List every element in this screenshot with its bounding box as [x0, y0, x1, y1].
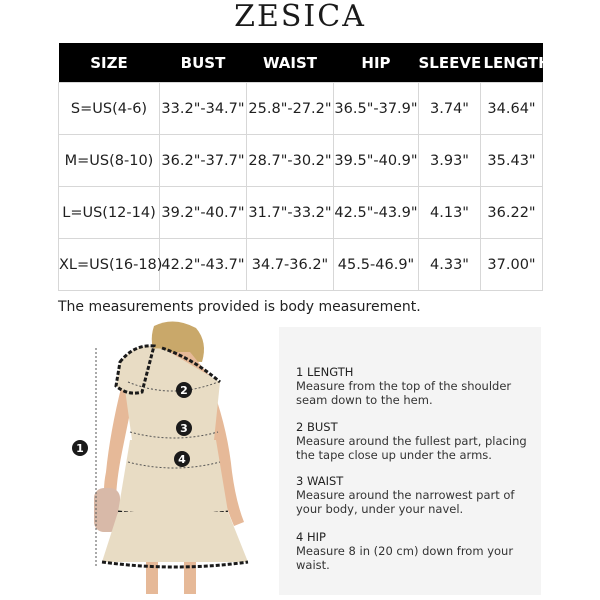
dress-lower-tier — [102, 512, 248, 562]
cell-hip: 45.5-46.9" — [334, 239, 419, 291]
marker-3-label: 3 — [180, 422, 188, 435]
table-row — [59, 187, 543, 239]
marker-4-label: 4 — [178, 453, 186, 466]
instruction-hip — [296, 530, 541, 572]
cell-length: 34.64" — [481, 83, 543, 135]
instruction-desc: Measure from the top of the shoulder — [296, 379, 512, 393]
marker-1-label: 1 — [76, 442, 84, 455]
instruction-title: 4 HIP — [296, 530, 326, 544]
header-size: SIZE — [59, 43, 160, 83]
instruction-desc: the tape close up under the arms. — [296, 448, 492, 462]
size-chart-table — [58, 43, 551, 291]
cell-bust: 39.2"-40.7" — [160, 187, 247, 239]
marker-4 — [174, 451, 190, 467]
marker-2 — [176, 382, 192, 398]
instruction-title: 1 LENGTH — [296, 365, 354, 379]
dress-illustration — [62, 322, 274, 594]
instruction-length — [296, 365, 511, 407]
cell-sleeve: 4.33" — [419, 239, 481, 291]
table-row — [59, 239, 543, 291]
instruction-bust — [296, 420, 527, 462]
hem-trim — [102, 562, 248, 567]
cell-size: L=US(12-14) — [59, 187, 160, 239]
cell-sleeve: 3.74" — [419, 83, 481, 135]
marker-1 — [72, 440, 88, 456]
dress-upper-tier — [118, 440, 228, 512]
cell-waist: 34.7-36.2" — [247, 239, 334, 291]
instruction-waist — [296, 474, 514, 516]
brand-logo: ZESICA — [234, 0, 366, 34]
right-leg — [184, 560, 196, 594]
cell-hip: 36.5"-37.9" — [334, 83, 419, 135]
instruction-title: 3 WAIST — [296, 474, 344, 488]
dress-figure — [62, 322, 274, 594]
instruction-desc: seam down to the hem. — [296, 393, 433, 407]
instruction-desc: Measure around the fullest part, placing — [296, 434, 527, 448]
cell-waist: 31.7"-33.2" — [247, 187, 334, 239]
instruction-title: 2 BUST — [296, 420, 338, 434]
cell-waist: 28.7"-30.2" — [247, 135, 334, 187]
measurement-instructions-panel — [279, 327, 541, 595]
header-sleeve: SLEEVE — [419, 43, 481, 83]
cell-bust: 33.2"-34.7" — [160, 83, 247, 135]
table-header-row — [59, 43, 543, 83]
header-bust: BUST — [160, 43, 247, 83]
marker-2-label: 2 — [180, 384, 188, 397]
instruction-desc: Measure around the narrowest part of — [296, 488, 515, 502]
cell-waist: 25.8"-27.2" — [247, 83, 334, 135]
cell-sleeve: 4.13" — [419, 187, 481, 239]
cell-size: XL=US(16-18) — [59, 239, 160, 291]
cell-size: S=US(4-6) — [59, 83, 160, 135]
cell-length: 37.00" — [481, 239, 543, 291]
cell-hip: 39.5"-40.9" — [334, 135, 419, 187]
header-length: LENGTH — [481, 43, 543, 83]
cell-sleeve: 3.93" — [419, 135, 481, 187]
cell-hip: 42.5"-43.9" — [334, 187, 419, 239]
instruction-desc: your body, under your navel. — [296, 502, 464, 516]
instruction-desc: Measure 8 in (20 cm) down from your waist. — [296, 544, 514, 572]
measurement-note: The measurements provided is body measurement. — [58, 299, 421, 315]
cell-length: 36.22" — [481, 187, 543, 239]
cell-bust: 36.2"-37.7" — [160, 135, 247, 187]
marker-3 — [176, 420, 192, 436]
cell-bust: 42.2"-43.7" — [160, 239, 247, 291]
table-row — [59, 135, 543, 187]
cell-size: M=US(8-10) — [59, 135, 160, 187]
header-waist: WAIST — [247, 43, 334, 83]
header-hip: HIP — [334, 43, 419, 83]
table-row — [59, 83, 543, 135]
cell-length: 35.43" — [481, 135, 543, 187]
